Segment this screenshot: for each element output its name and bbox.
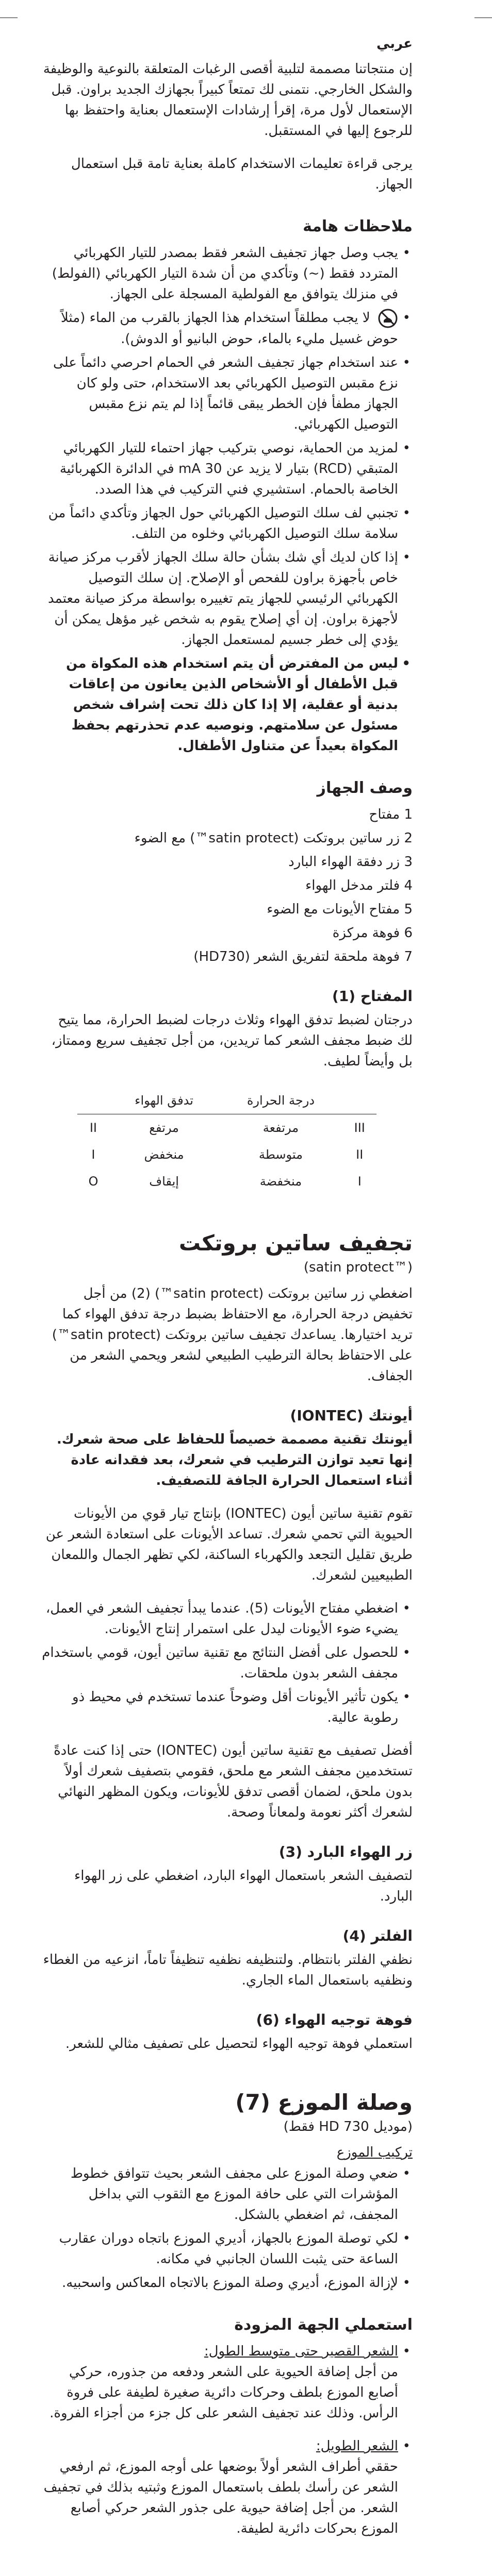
list-item: 2 زر ساتين بروتكت (satin protect™) مع الضوء bbox=[134, 830, 413, 846]
table-header-row bbox=[77, 1087, 376, 1114]
ionic-list bbox=[41, 1598, 413, 1728]
list-item: 3 زر دفقة الهواء البارد bbox=[288, 854, 413, 870]
list-item bbox=[41, 2341, 413, 2424]
ionic-paragraph: تقوم تقنية ساتين أيون (IONTEC) بإنتاج تيار قوي من الأيونات الحيوية التي تحمي شعرك. تساعد الأيونات على استعادة الشعر عن طريق تقليل التجعد والكهرباء الساكنة، لكي تظهر الجمال واللمعان الطبيعيين لشعرك. bbox=[45, 1505, 413, 1583]
table-header bbox=[343, 1087, 377, 1114]
diffuser-attach-label: تركيب الموزع bbox=[336, 2144, 413, 2160]
intro-paragraph: يرجى قراءة تعليمات الاستخدام كاملة بعناية تامة قبل استعمال الجهاز. bbox=[71, 156, 413, 192]
table-cell: III bbox=[354, 1120, 365, 1135]
usage-text: من أجل إضافة الحيوية على الشعر ودفعه من جذوره، حركي أصابع الموزع بلطف وحركات دائرية صغيرة لطيفة على فروة الرأس. وذلك عند تجفيف الشعر على كل جزء من أجزاء الفروة. bbox=[50, 2364, 398, 2421]
usage-label: • الشعر القصير حتى متوسط الطول: bbox=[204, 2343, 398, 2359]
list-item: • ليس من المفترض أن يتم استخدام هذه المكواة من قبل الأطفال أو الأشخاص الذين يعانون من إعاقات بدنية أو عقلية، إلا إذا كان ذلك تحت إشراف شخص مسئول عن سلامتهم. ونوصيه عدم تحذرتهم بحفظ المكواة بعيداً عن متناول الأطفال. bbox=[41, 653, 413, 756]
section-title-usage: استعملي الجهة المزودة bbox=[234, 2315, 413, 2334]
table-cell: O bbox=[88, 1174, 99, 1189]
table-header: درجة الحرارة bbox=[219, 1087, 342, 1114]
list-item: • لكي توصلة الموزع بالجهاز، أديري الموزع باتجاه دوران عقارب الساعة حتى يثبت اللسان الجانبي في مكانه. bbox=[41, 2228, 413, 2269]
language-title: عربي bbox=[376, 36, 413, 52]
section-title-filter: الفلتر (4) bbox=[342, 1927, 413, 1944]
usage-list bbox=[41, 2341, 413, 2539]
satin-subtitle: (satin protect™) bbox=[303, 1259, 413, 1275]
table-cell: II bbox=[356, 1147, 364, 1162]
table-header: تدفق الهواء bbox=[109, 1087, 219, 1114]
intro-paragraph: إن منتجاتنا مصممة لتلبية أقصى الرغبات المتعلقة بالنوعية والوظيفة والشكل الخارجي. نتمنى لك تمتعاً كبيراً بجهازك الجديد براون. قبل الإستعمال لأول مرة، إقرأ إرشادات الإستعمال بعناية واحتفظ بها للرجوع إليها في المستقبل. bbox=[43, 61, 413, 139]
list-item: • يكون تأثير الأيونات أقل وضوحاً عندما تستخدم في محيط ذو رطوبة عالية. bbox=[41, 1687, 413, 1728]
text-column bbox=[41, 36, 413, 2551]
switch-paragraph: درجتان لضبط تدفق الهواء وثلاث درجات لضبط الحرارة، مما يتيح لك ضبط مجفف الشعر كما تريدين، من أجل تجفيف سريع وممتاز، بل وأيضاً لطيف. bbox=[51, 1012, 413, 1069]
diffuser-list bbox=[41, 2163, 413, 2293]
list-item bbox=[41, 2436, 413, 2539]
usage-label: • الشعر الطويل: bbox=[316, 2438, 398, 2454]
list-item: • لإزالة الموزع، أديري وصلة الموزع بالاتجاه المعاكس واسحبيه. bbox=[41, 2273, 413, 2293]
nozzle-paragraph: استعملي فوهة توجيه الهواء لتحصيل على تصفيف مثالي للشعر. bbox=[65, 2036, 413, 2052]
table-cell: مرتفع bbox=[149, 1120, 179, 1135]
list-item: • تجنبي لف سلك التوصيل الكهربائي حول الجهاز وتأكدي دائماً من سلامة سلك التوصيل الكهربائي وخلوه من التلف. bbox=[41, 503, 413, 544]
list-item: 1 مفتاح bbox=[369, 806, 413, 822]
table-cell: إيقاف bbox=[149, 1174, 179, 1189]
table-cell: I bbox=[91, 1147, 95, 1162]
table-row bbox=[77, 1168, 376, 1195]
list-item: • ضعي وصلة الموزع على مجفف الشعر بحيث تتوافق خطوط المؤشرات التي على حافة الموزع مع الثقوب التي بداخل المجفف، ثم اضغطي بالشكل. bbox=[41, 2163, 413, 2225]
section-title-description: وصف الجهاز bbox=[317, 778, 413, 797]
section-title-switch: المفتاح (1) bbox=[332, 987, 413, 1005]
parts-list bbox=[41, 804, 413, 967]
settings-table bbox=[77, 1087, 376, 1195]
table-cell: II bbox=[89, 1120, 97, 1135]
list-item: • اضغطي مفتاح الأيونات (5). عندما يبدأ تجفيف الشعر في العمل، يضيء ضوء الأيونات ليدل على استمرار إنتاج الأيونات. bbox=[41, 1598, 413, 1639]
filter-paragraph: نظفي الفلتر بانتظام. ولتنظيفه نظفيه تنظيفاً تاماً، انزعيه من الغطاء ونظفيه باستعمال الماء الجاري. bbox=[43, 1952, 413, 1988]
ionic-outro: أفضل تصفيف مع تقنية ساتين أيون (IONTEC) حتى إذا كنت عادةً تستخدمين مجفف الشعر مع ملحق، فقومي بتصفيف شعرك أولاً بدون ملحق، لضمان أقصى تدفق للأيونات، ويكون المظهر النهائي لشعرك أكثر نعومة ولمعاناً وصحة. bbox=[54, 1742, 413, 1820]
list-item: • عند استخدام جهاز تجفيف الشعر في الحمام احرصي دائماً على نزع مقبس التوصيل الكهربائي بعد الاستخدام، حتى ولو كان الجهاز مطفأ فإن الخطر يبقى قائماً إذا لم يتم نزع مقبس التوصيل الكهربائي. bbox=[41, 352, 413, 435]
table-cell: منخفضة bbox=[259, 1174, 302, 1189]
list-item: 6 فوهة مركزة bbox=[332, 925, 413, 941]
list-item: • للحصول على أفضل النتائج مع تقنية ساتين أيون، قومي باستخدام مجفف الشعر بدون ملحقات. bbox=[41, 1642, 413, 1684]
table-cell: متوسطة bbox=[258, 1147, 303, 1162]
table-row bbox=[77, 1114, 376, 1141]
warning-text: لا يجب مطلقاً استخدام هذا الجهاز بالقرب من الماء (مثلاً حوض غسيل مليء بالماء، حوض البانيو أو الدوش). bbox=[60, 310, 398, 347]
list-item bbox=[41, 308, 413, 349]
table-header bbox=[77, 1087, 109, 1114]
table-cell: مرتفعة bbox=[263, 1120, 299, 1135]
table-row bbox=[77, 1141, 376, 1168]
usage-text: حققي أطراف الشعر أولاً بوضعها على أوجه الموزع، ثم ارفعي الشعر عن رأسك بلطف باستعمال الموزع وثبتيه بذلك في تجفيف الشعر. من أجل إضافة حيوية على جذور الشعر حركي أصابع الموزع بحركات دائرية لطيفة. bbox=[43, 2459, 398, 2536]
notes-list bbox=[41, 243, 413, 756]
section-title-notes: ملاحظات هامة bbox=[303, 217, 413, 235]
section-title-ionic: أيونتك (IONTEC) bbox=[290, 1406, 413, 1424]
ionic-lead: أيونتك تقنية مصممة خصيصاً للحفاظ على صحة شعرك. إنها تعيد توازن الترطيب في شعرك، بعد فقدانه عادة أثناء استعمال الحرارة الجافة للتصفيف. bbox=[56, 1431, 413, 1488]
list-item: 4 فلتر مدخل الهواء bbox=[305, 877, 413, 893]
table-cell: منخفض bbox=[144, 1147, 184, 1162]
satin-paragraph: اضغطي زر ساتين بروتكت (satin protect™) (2) من أجل تخفيض درجة الحرارة، مع الاحتفاظ بضبط درجة تدفق الهواء كما تريد اختيارها. يساعدك تجفيف ساتين بروتكت (satin protect™) على الاحتفاظ بحالة الترطيب الطبيعي لشعر ويحمي الشعر من الجفاف. bbox=[52, 1285, 413, 1384]
list-item: • يجب وصل جهاز تجفيف الشعر فقط بمصدر للتيار الكهربائي المتردد فقط (~) وتأكدي من أن شدة التيار الكهربائي (الفولط) في منزلك يتوافق مع الفولطية المسجلة على الجهاز. bbox=[41, 243, 413, 304]
table-cell: I bbox=[357, 1174, 362, 1189]
diffuser-subtitle: (موديل HD 730 فقط) bbox=[283, 2119, 413, 2134]
section-title-nozzle: فوهة توجيه الهواء (6) bbox=[256, 2011, 413, 2028]
cold-shot-paragraph: لتصفيف الشعر باستعمال الهواء البارد، اضغطي على زر الهواء البارد. bbox=[74, 1868, 413, 1904]
no-water-icon bbox=[378, 308, 398, 329]
list-item: • إذا كان لديك أي شك بشأن حالة سلك الجهاز لأقرب مركز صيانة خاص بأجهزة براون للفحص أو الإصلاح. إن سلك التوصيل الكهربائي الرئيسي للجهاز يتم تغييره بواسطة مركز صيانة معتمد لأجهزة براون. إن أي إصلاح يقوم به شخص غير مؤهل يمكن أن يؤدي إلى خطر جسيم لمستعمل الجهاز. bbox=[41, 547, 413, 650]
list-item: 7 فوهة ملحقة لتفريق الشعر (HD730) bbox=[193, 948, 413, 964]
list-item: • لمزيد من الحماية، نوصي بتركيب جهاز احتماء للتيار الكهربائي المتبقي (RCD) بتيار لا يزيد عن 30 mA في الدائرة الكهربائية الخاصة بالحمام. استشيري فني التركيب في هذا الصدد. bbox=[41, 438, 413, 500]
list-item: 5 مفتاح الأيونات مع الضوء bbox=[267, 901, 413, 917]
section-title-satin: تجفيف ساتين بروتكت bbox=[178, 1230, 413, 1256]
section-title-cold-shot: زر الهواء البارد (3) bbox=[278, 1843, 413, 1860]
section-title-diffuser: وصلة الموزع (7) bbox=[235, 2089, 413, 2115]
